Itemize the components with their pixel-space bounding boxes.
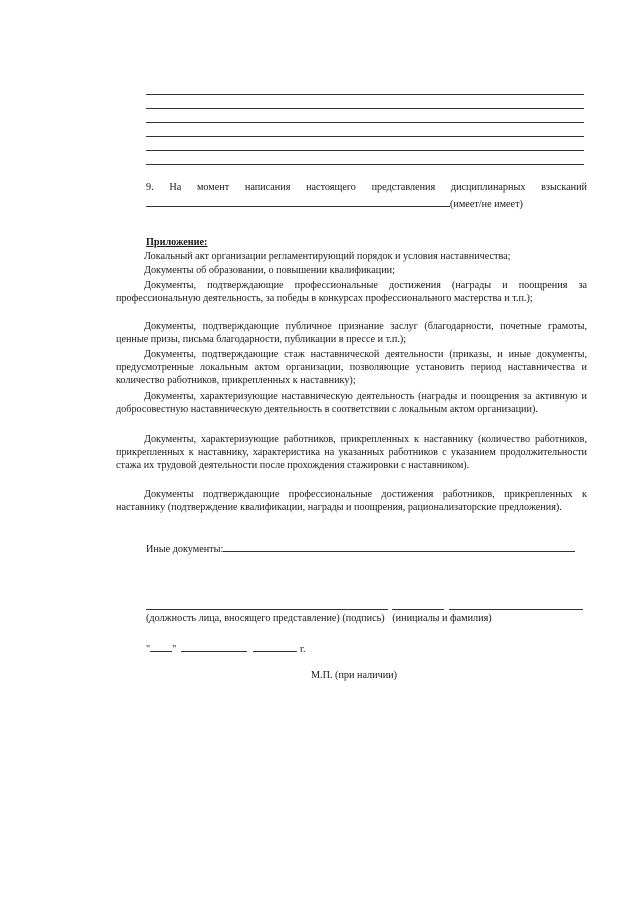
other-docs-blank bbox=[223, 541, 575, 552]
appendix-item: Локальный акт организации регламентирующий порядок и условия наставничества; bbox=[144, 251, 511, 262]
date-open-quote: " bbox=[146, 644, 151, 655]
item-9-suffix: (имеет/не имеет) bbox=[450, 199, 523, 210]
position-line bbox=[146, 609, 388, 610]
signature-line bbox=[392, 609, 444, 610]
blank-line bbox=[146, 164, 584, 165]
appendix-item: Документы, характеризующие работников, прикрепленных к наставнику (количество работников, прикрепленных к наставнику, характеристика на указанных работников с указанием продолжительности стажа их трудовой деятельности после прохождения стажировки с наставником). bbox=[116, 434, 587, 471]
appendix-item: Документы об образовании, о повышении квалификации; bbox=[144, 265, 395, 276]
name-line bbox=[449, 609, 583, 610]
item-9-answer-row bbox=[146, 196, 523, 211]
blank-line bbox=[146, 150, 584, 151]
date-day-blank bbox=[150, 641, 172, 652]
appendix-item: Документы, подтверждающие стаж наставнической деятельности (приказы, и иные документы, предусмотренные локальным актом организации, позволяющие установить период наставничества и количество работников, прикрепленных к наставнику); bbox=[116, 349, 587, 386]
appendix-item: Документы, характеризующие наставническую деятельность (награды и поощрения за активную и добросовестную наставническую деятельность в соответствии с локальным актом организации). bbox=[116, 391, 587, 415]
item-9-text: 9. На момент написания настоящего представления дисциплинарных взысканий bbox=[146, 182, 587, 193]
appendix-item: Документы, подтверждающие публичное признание заслуг (благодарности, почетные грамоты, ценные призы, письма благодарности, публикации в прессе и т.п.); bbox=[116, 321, 587, 345]
blank-line bbox=[146, 94, 584, 95]
date-year-suffix: г. bbox=[299, 644, 306, 655]
blank-line bbox=[146, 122, 584, 123]
blank-line bbox=[146, 108, 584, 109]
date-close-quote: " bbox=[172, 644, 177, 655]
blank-line bbox=[146, 136, 584, 137]
item-9-blank bbox=[146, 196, 450, 207]
date-month-blank bbox=[181, 641, 247, 652]
appendix-item: Документы подтверждающие профессиональные достижения работников, прикрепленных к наставнику (подтверждение квалификации, награды и поощрения, рационализаторские предложения). bbox=[116, 489, 587, 513]
appendix-item: Документы, подтверждающие профессиональные достижения (награды и поощрения за профессиональную деятельность, за победы в конкурсах профессионального мастерства и т.п.); bbox=[116, 280, 587, 304]
other-docs-label: Иные документы: bbox=[146, 544, 224, 555]
signature-caption: (должность лица, вносящего представление) (подпись) (инициалы и фамилия) bbox=[146, 613, 492, 624]
other-docs-row bbox=[146, 541, 575, 556]
date-row bbox=[146, 641, 306, 656]
stamp-note: М.П. (при наличии) bbox=[311, 670, 398, 681]
date-year-blank bbox=[253, 641, 297, 652]
appendix-heading: Приложение: bbox=[146, 237, 208, 248]
